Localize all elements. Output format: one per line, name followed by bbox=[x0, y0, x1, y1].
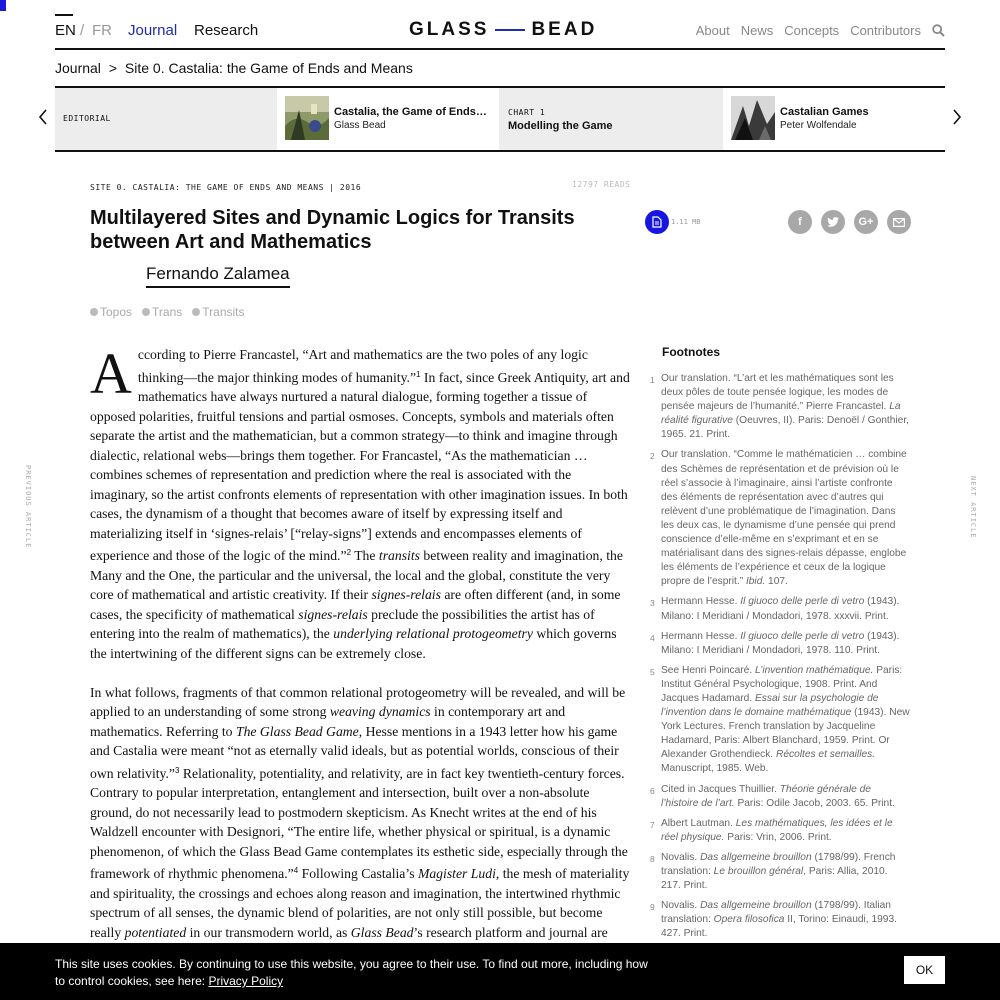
card-label: EDITORIAL bbox=[63, 114, 111, 123]
site-logo[interactable] bbox=[409, 19, 597, 41]
breadcrumb-journal[interactable]: Journal bbox=[55, 60, 101, 76]
footnote-text: Cited in Jacques Thuillier. Théorie générale de l’histoire de l’art. Paris: Odile Jacob, 2003. 65. Print. bbox=[661, 783, 895, 809]
article-kicker: SITE 0. CASTALIA: THE GAME OF ENDS AND MEANS | 2016 bbox=[90, 183, 362, 192]
footnotes-list bbox=[650, 372, 910, 947]
language-en[interactable]: EN bbox=[55, 22, 76, 39]
tag-transits[interactable] bbox=[192, 305, 244, 319]
share-twitter-button[interactable] bbox=[821, 210, 845, 234]
breadcrumb bbox=[55, 60, 417, 76]
footnote bbox=[650, 372, 910, 442]
active-language-indicator bbox=[55, 14, 73, 16]
twitter-icon bbox=[827, 217, 839, 227]
footnote-number: 7 bbox=[650, 819, 655, 830]
footnote-text: Novalis. Das allgemeine brouillon (1798/99). French translation: Le brouillon général, Paris: Allia, 2010. 217. Print. bbox=[661, 851, 896, 892]
tag-dot bbox=[192, 308, 200, 316]
card-author: Peter Wolfendale bbox=[780, 120, 857, 131]
share-google-plus-button[interactable] bbox=[854, 210, 878, 234]
footnote-text: Hermann Hesse. Il giuoco delle perle di vetro (1943). Milano: I Meridiani / Mondadori, 1978. xxxvii. Print. bbox=[661, 596, 900, 622]
card-title: Castalian Games bbox=[780, 106, 869, 118]
share-facebook-button[interactable] bbox=[788, 210, 812, 234]
carousel-card-editorial[interactable] bbox=[55, 88, 277, 150]
footnote-number: 9 bbox=[650, 902, 655, 913]
card-thumbnail bbox=[731, 96, 775, 140]
paragraph: According to Pierre Francastel, “Art and mathematics are the two poles of any logic thinking—the major thinking modes of humanity.”$^1$ In fact, since Greek Antiquity, art and mathematics have always nurtured a natural dialogue, forming together a tissue of opposed polarities, fruitful tensions and partial osmoses. Concepts, symbols and materials often separate the artist and the mathematician, but a common strategy—to think and imagine through dialectic, relational webs—brings them together. For Francastel, “As the mathematician … combines schemes of representation and prediction where the real is associated with the imaginary, so the artist confronts elements of representation with other imagination issues. In both cases, the dynamism of a thought that becomes aware of itself by expressing itself and materializing itself in ‘signes-relais’ [“relay-signs”] extends and encompasses elements of experience and those of the logic of the mind.”$^2$ The transits between reality and imagination, the Many and the One, the particular and the universal, the local and the global, constitute the very core of mathematical and artistic creativity. If their signes-relais are often different (and, in some cases, the specificity of mathematical signes-relais preclude the possibilities the artist has of entering into the realm of mathematics), the underlying relational protogeometry which governs the intertwining of the different signs can be extremely close. bbox=[90, 341, 630, 661]
nav-research[interactable]: Research bbox=[194, 22, 259, 39]
search-icon[interactable] bbox=[932, 24, 945, 37]
article-body bbox=[90, 341, 630, 981]
drop-cap: A bbox=[90, 341, 132, 406]
previous-article-link[interactable]: PREVIOUS ARTICLE bbox=[24, 465, 32, 549]
tag-label: Transits bbox=[202, 305, 245, 319]
chevron-left-icon bbox=[38, 109, 48, 125]
footnote bbox=[650, 664, 910, 777]
read-count: 12797 READS bbox=[572, 180, 631, 189]
footnote bbox=[650, 448, 910, 589]
footnote-text: Our translation. “L’art et les mathématiques sont les deux pôles de toute pensée logique, les modes de pensée majeurs de l’humanité.” Pierre Francastel. La réalité figurative (Oeuvres, II). Paris: Denoël / Gonthier, 1965. 21. Print. bbox=[661, 373, 910, 441]
footnote-text: Albert Lautman. Les mathématiques, les idées et le réel physique. Paris: Vrin, 2006. Print. bbox=[661, 817, 893, 843]
chevron-right-icon bbox=[952, 109, 962, 125]
card-title: Castalia, the Game of Ends… bbox=[334, 106, 487, 118]
share-email-button[interactable] bbox=[887, 210, 911, 234]
footnote bbox=[650, 899, 910, 941]
language-fr[interactable]: FR bbox=[92, 22, 112, 39]
tag-trans[interactable] bbox=[142, 305, 182, 319]
footnote-number: 6 bbox=[650, 785, 655, 796]
tag-dot bbox=[142, 308, 150, 316]
carousel-card-castalia[interactable] bbox=[277, 88, 499, 150]
privacy-policy-link[interactable]: Privacy Policy bbox=[208, 974, 284, 988]
footnote bbox=[650, 595, 910, 623]
nav-journal[interactable]: Journal bbox=[128, 22, 178, 39]
site-header bbox=[55, 14, 945, 50]
card-label: CHART 1 bbox=[508, 108, 546, 117]
cookie-ok-button[interactable]: OK bbox=[904, 956, 945, 984]
carousel-next-button[interactable] bbox=[950, 104, 964, 130]
language-separator: / bbox=[80, 22, 85, 39]
pdf-download-button[interactable] bbox=[645, 210, 669, 234]
paragraph: In what follows, fragments of that common relational protogeometry will be revealed, and will be applied to an understanding of some strong weaving dynamics in contemporary art and mathematics. Referring to The Glass Bead Game, Hesse mentions in a 1943 letter how his game and Castalia were meant “not as eternally valid ideals, but as potential worlds, conscious of their own relativity.”$^3$ Relationality, potentiality, and relativity, are in fact key twentieth-century forces. Contrary to popular interpretation, entanglement and intersection, built over a non-absolute ground, do not necessarily lead to postmodern skepticism. As Knecht writes at the end of his Waldzell encounter with Designori, “The entire life, whether physical or spiritual, is a dynamic phenomenon, of which the Glass Bead Game contemplates its esthetic side, especially through the framework of rhythmic phenomena.”$^4$ Following Castalia’s Magister Ludi, the mesh of materiality and spirituality, the crossings and echoes along reason and imagination, the intertwined rhythmic spectrum of all senses, the dynamic blend of polarities, are not only still possible, but become really potentiated in our transmodern world, as Glass Bead’s research platform and journal are bbox=[90, 684, 630, 940]
footnote-text: Our translation. “Comme le mathématicien … combine des Schèmes de représentation et de prévision où le réel s’associe à l’imaginaire, ainsi l’artiste confronte des éléments de représentation avec d’autres qui relèvent d’une problématique de l’imagination. Dans les deux cas, le dynamisme d’une pensée qui prend conscience d’elle-même en s’exprimant et en se matérialisant dans des signes-relais dépasse, englobe les éléments de l’expérience et ceux de la logique propre de l’esprit.” Ibid. 107. bbox=[661, 449, 907, 588]
pdf-icon bbox=[652, 216, 662, 228]
tag-topos[interactable] bbox=[90, 305, 132, 319]
card-title: Modelling the Game bbox=[508, 120, 613, 132]
footnote bbox=[650, 783, 910, 811]
author-link[interactable]: Fernando Zalamea bbox=[146, 264, 290, 288]
carousel-prev-button[interactable] bbox=[36, 104, 50, 130]
article-title: Multilayered Sites and Dynamic Logics for Transits between Art and Mathematics bbox=[90, 207, 575, 253]
footnote-number: 1 bbox=[650, 375, 655, 385]
footnote bbox=[650, 817, 910, 845]
cookie-message bbox=[55, 956, 655, 990]
nav-concepts[interactable]: Concepts bbox=[784, 23, 840, 38]
footnote-text: See Henri Poincaré. L’invention mathématique. Paris: Institut Général Psychologique, 1908. Print. And Jacques Hadamard. Essai sur la psychologie de l’invention dans le domaine mathématique (1943). New York Lectures. French translation by Jacqueline Hadamard, Paris: Albert Blanchard, 1959. Print. Or Alexander Grothendieck. Récoltes et semailles. Manuscript, 1985. Web. bbox=[661, 664, 910, 775]
secondary-nav bbox=[685, 23, 945, 38]
carousel-card-castalian-games[interactable] bbox=[723, 88, 945, 150]
nav-news[interactable]: News bbox=[740, 23, 774, 38]
nav-contributors[interactable]: Contributors bbox=[850, 23, 921, 38]
next-article-link[interactable]: NEXT ARTICLE bbox=[969, 476, 977, 539]
logo-word-right: BEAD bbox=[531, 19, 598, 40]
cookie-banner bbox=[0, 943, 1000, 1000]
file-size: 1.11 MB bbox=[671, 218, 701, 226]
footnote bbox=[650, 630, 910, 658]
footnote bbox=[650, 851, 910, 893]
footnote-number: 2 bbox=[650, 451, 655, 462]
corner-accent bbox=[0, 0, 6, 11]
related-carousel bbox=[55, 86, 945, 152]
breadcrumb-current[interactable]: Site 0. Castalia: the Game of Ends and Means bbox=[124, 60, 413, 76]
logo-line bbox=[495, 29, 525, 31]
breadcrumb-separator: > bbox=[108, 60, 117, 76]
nav-about[interactable]: About bbox=[695, 23, 730, 38]
tag-label: Trans bbox=[152, 305, 183, 319]
footnote-text: Hermann Hesse. Il giuoco delle perle di vetro (1943). Milano: I Meridiani / Mondadori, 1978. 110. Print. bbox=[661, 630, 900, 656]
carousel-card-chart[interactable] bbox=[499, 88, 723, 150]
tag-dot bbox=[90, 308, 98, 316]
card-thumbnail bbox=[285, 96, 329, 140]
tag-list bbox=[90, 305, 255, 319]
footnote-number: 4 bbox=[650, 632, 655, 643]
google-plus-icon: G+ bbox=[858, 216, 874, 228]
footnote-number: 8 bbox=[650, 853, 655, 864]
footnote-text: Novalis. Das allgemeine brouillon (1798/99). Italian translation: Opera filosofica II, Torino: Einaudi, 1993. 427. Print. bbox=[661, 900, 897, 940]
tag-label: Topos bbox=[100, 305, 133, 319]
card-author: Glass Bead bbox=[334, 120, 386, 131]
facebook-icon: f bbox=[798, 216, 802, 228]
footnote-number: 3 bbox=[650, 598, 655, 609]
logo-word-left: GLASS bbox=[409, 19, 490, 40]
footnote-number: 5 bbox=[650, 666, 655, 677]
footnotes-heading: Footnotes bbox=[662, 345, 720, 359]
mail-icon bbox=[893, 218, 905, 227]
cookie-text: This site uses cookies. By continuing to use this website, you agree to their use. To find out more, including how to control cookies, see here: bbox=[55, 957, 648, 988]
